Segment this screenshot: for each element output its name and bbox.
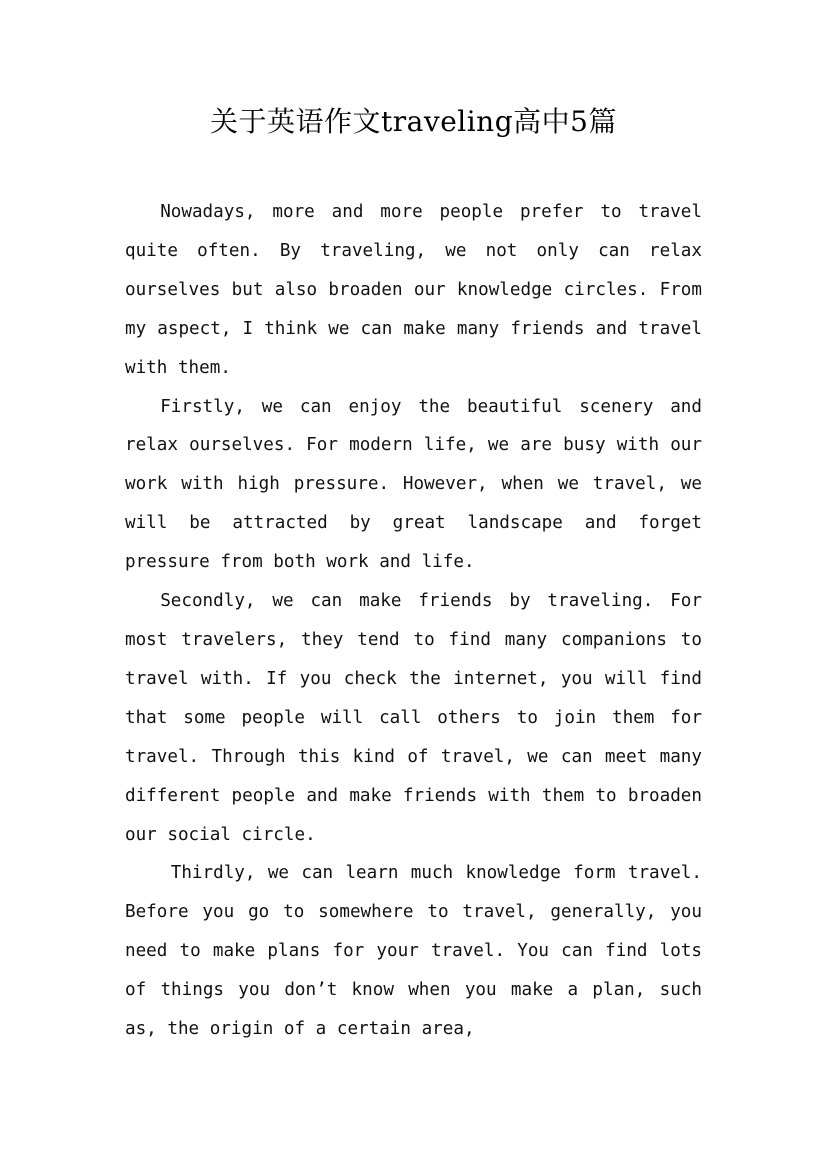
document-title: 关于英语作文traveling高中5篇 (210, 105, 617, 138)
paragraph: Firstly, we can enjoy the beautiful scenery and relax ourselves. For modern life, we are busy with our work with high pressure. However, when we travel, we will be attracted by great landscape and forget pressure from both work and life. (125, 396, 702, 573)
document-body (125, 193, 702, 1049)
paragraph: Thirdly, we can learn much knowledge form travel. Before you go to somewhere to travel, generally, you need to make plans for your travel. You can find lots of things you don’t know when you make a plan, such as, the origin of a certain area, (125, 863, 702, 1040)
paragraph: Secondly, we can make friends by traveling. For most travelers, they tend to find many companions to travel with. If you check the internet, you will find that some people will call others to join them for travel. Through this kind of travel, we can meet many different people and make friends with them to broaden our social circle. (125, 591, 702, 845)
paragraph: Nowadays, more and more people prefer to travel quite often. By traveling, we not only can relax ourselves but also broaden our knowledge circles. From my aspect, I think we can make many friends and travel with them. (125, 202, 702, 378)
